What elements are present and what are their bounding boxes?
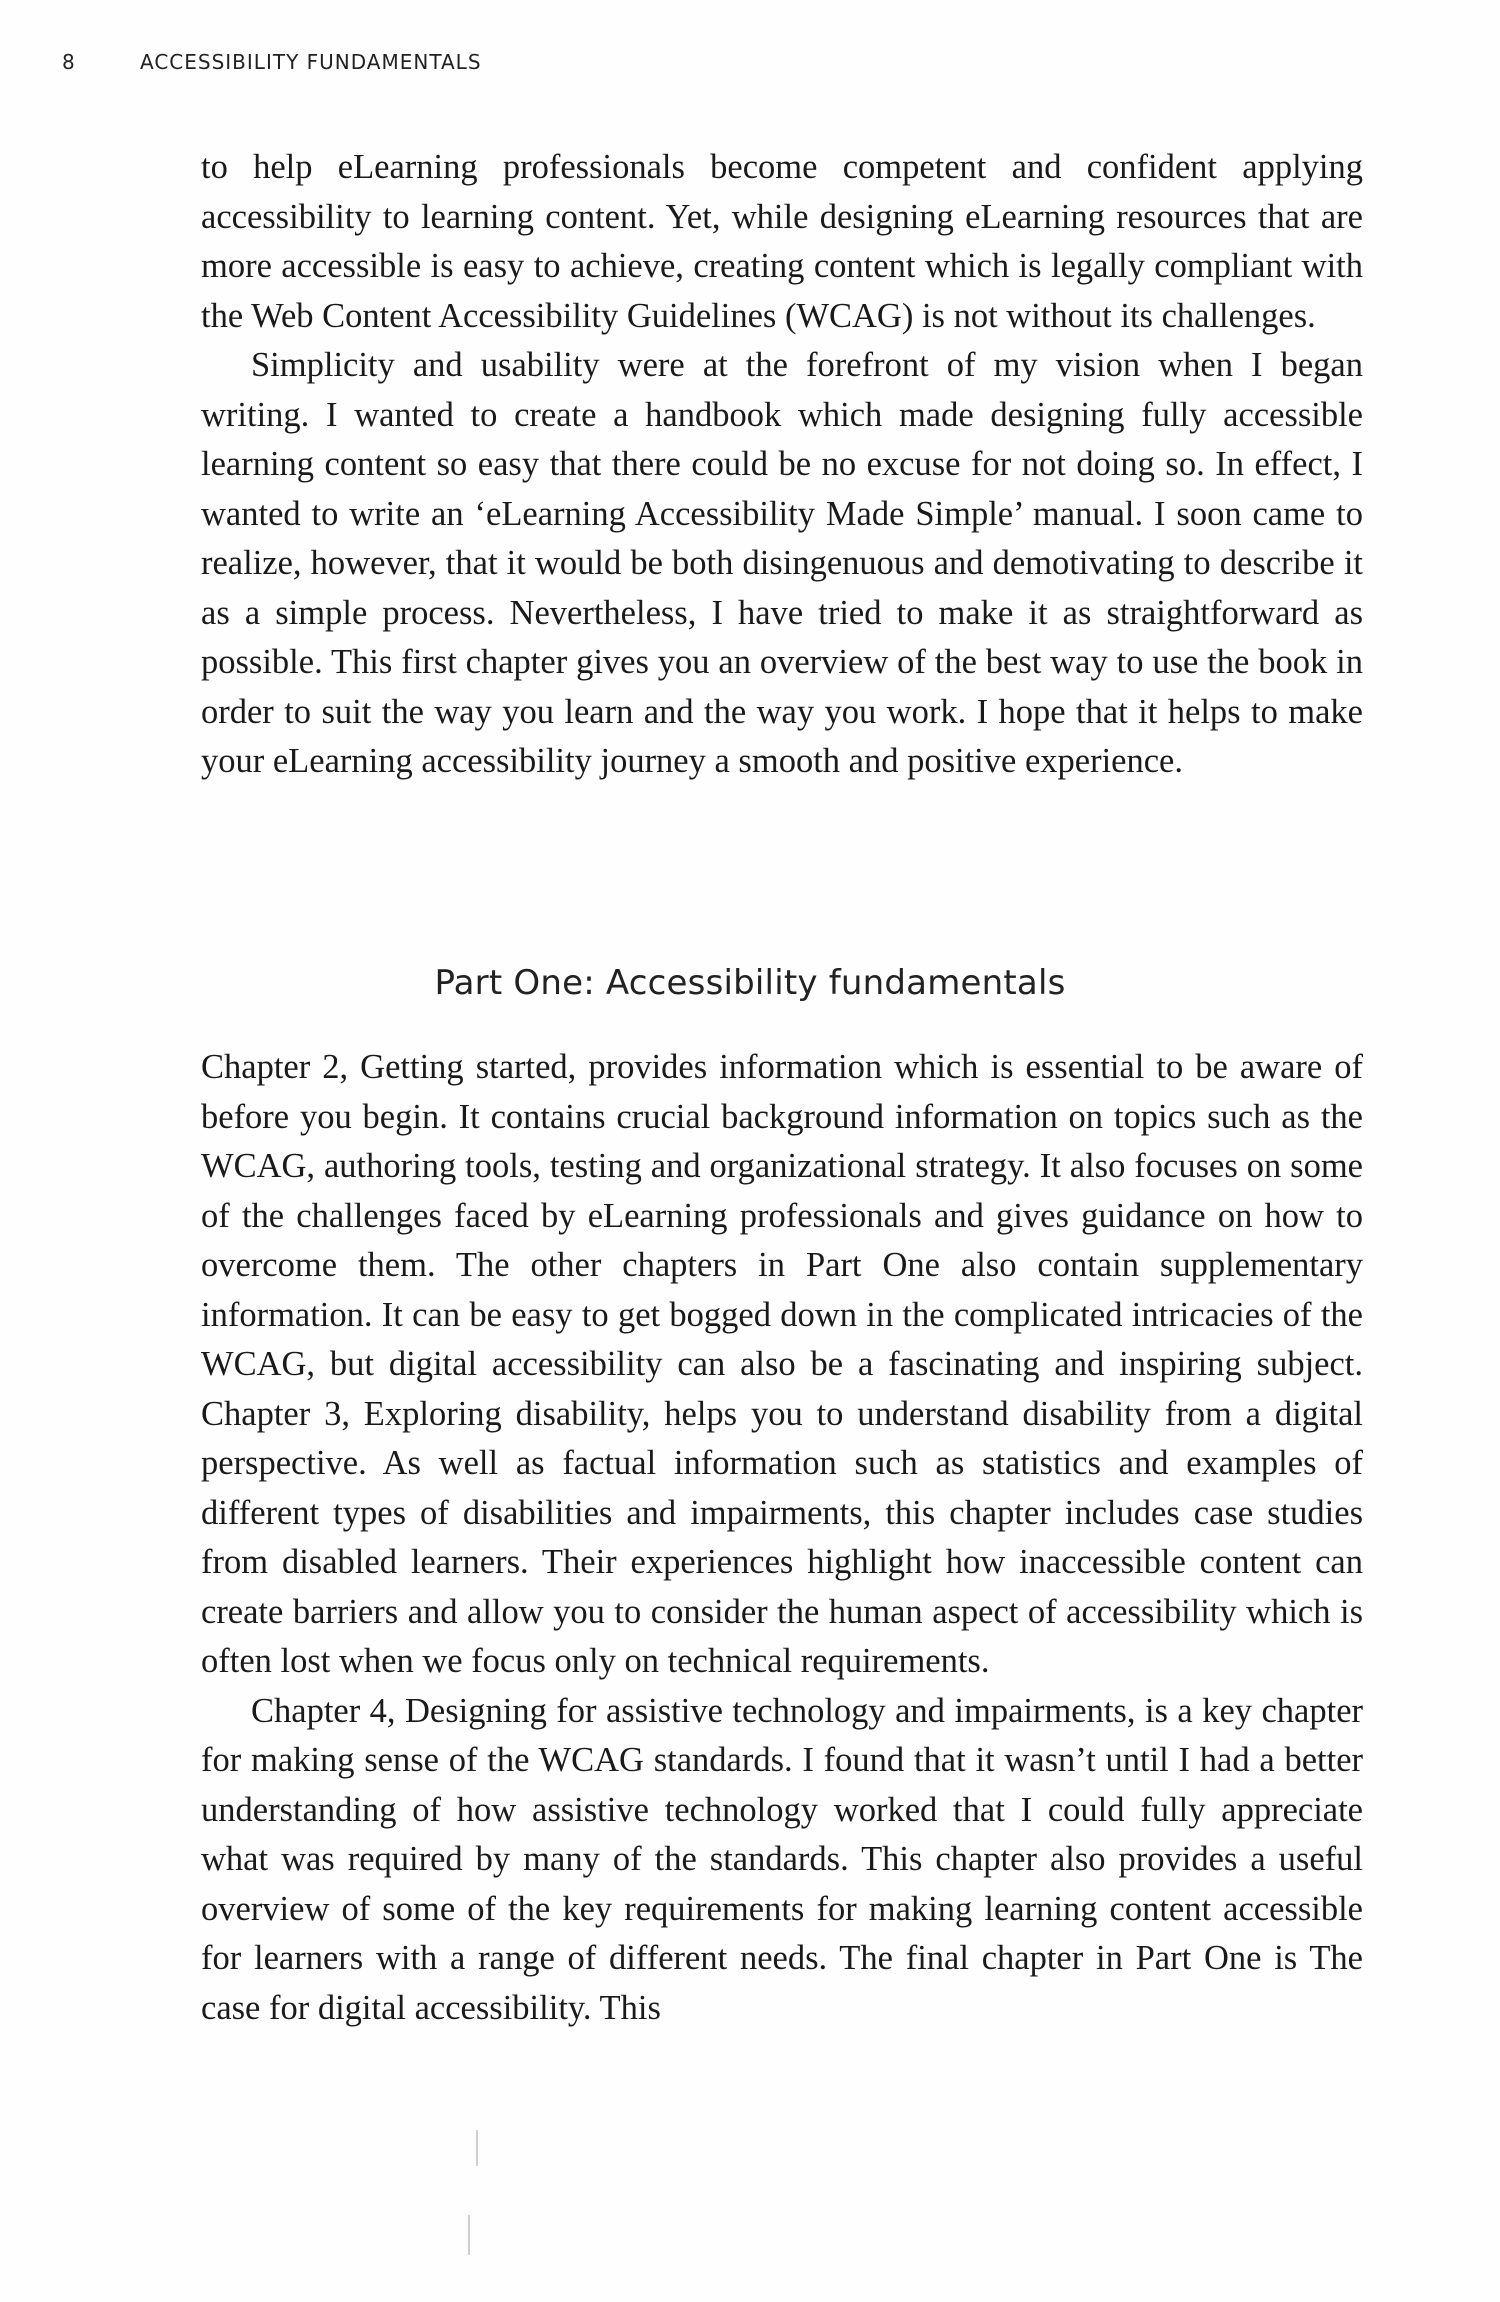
paragraph: Simplicity and usability were at the forefront of my vision when I began writing. I wanted to create a handbook which made designing fully accessible learning content so easy that there could be no excuse for not doing so. In effect, I wanted to write an ‘eLearning Accessibility Made Simple’ manual. I soon came to realize, however, that it would be both disingenuous and demotivating to describe it as a simple process. Nevertheless, I have tried to make it as straightforward as possible. This first chapter gives you an overview of the best way to use the book in order to suit the way you learn and the way you work. I hope that it helps to make your eLearning accessibility journey a smooth and positive experience. xyxy=(201,346,1363,780)
paragraph: Chapter 4, Designing for assistive technology and impairments, is a key chapter for making sense of the WCAG standards. I found that it wasn’t until I had a better understanding of how assistive technology worked that I could fully appreciate what was required by many of the standards. This chapter also provides a useful overview of some of the key requirements for making learning content accessible for learners with a range of different needs. The final chapter in Part One is The case for digital accessibility. This xyxy=(201,1691,1363,2027)
paragraph: Chapter 2, Getting started, provides information which is essential to be aware of before you begin. It contains crucial background information on topics such as the WCAG, authoring tools, testing and organizational strategy. It also focuses on some of the challenges faced by eLearning professionals and gives guidance on how to overcome them. The other chapters in Part One also contain supplementary information. It can be easy to get bogged down in the complicated intricacies of the WCAG, but digital accessibility can also be a fascinating and inspiring subject. Chapter 3, Exploring disability, helps you to understand disability from a digital perspective. As well as factual information such as statistics and examples of different types of disabilities and impairments, this chapter includes case studies from disabled learners. Their experiences highlight how inaccessible content can create barriers and allow you to consider the human aspect of accessibility which is often lost when we focus only on technical requirements. xyxy=(201,1048,1363,1680)
part-one-text-block xyxy=(201,1043,1363,2033)
intro-text-block xyxy=(201,143,1363,787)
running-head-title: ACCESSIBILITY FUNDAMENTALS xyxy=(140,50,482,74)
paragraph: to help eLearning professionals become competent and confident applying accessibility to learning content. Yet, while designing eLearning resources that are more accessible is easy to achieve, creating content which is legally compliant with the Web Content Accessibility Guidelines (WCAG) is not without its challenges. xyxy=(201,148,1363,335)
scan-artifact xyxy=(476,2130,478,2166)
section-heading: Part One: Accessibility fundamentals xyxy=(434,963,1066,1003)
page-number: 8 xyxy=(62,50,76,74)
running-head xyxy=(62,50,482,74)
scan-artifact xyxy=(468,2215,470,2255)
